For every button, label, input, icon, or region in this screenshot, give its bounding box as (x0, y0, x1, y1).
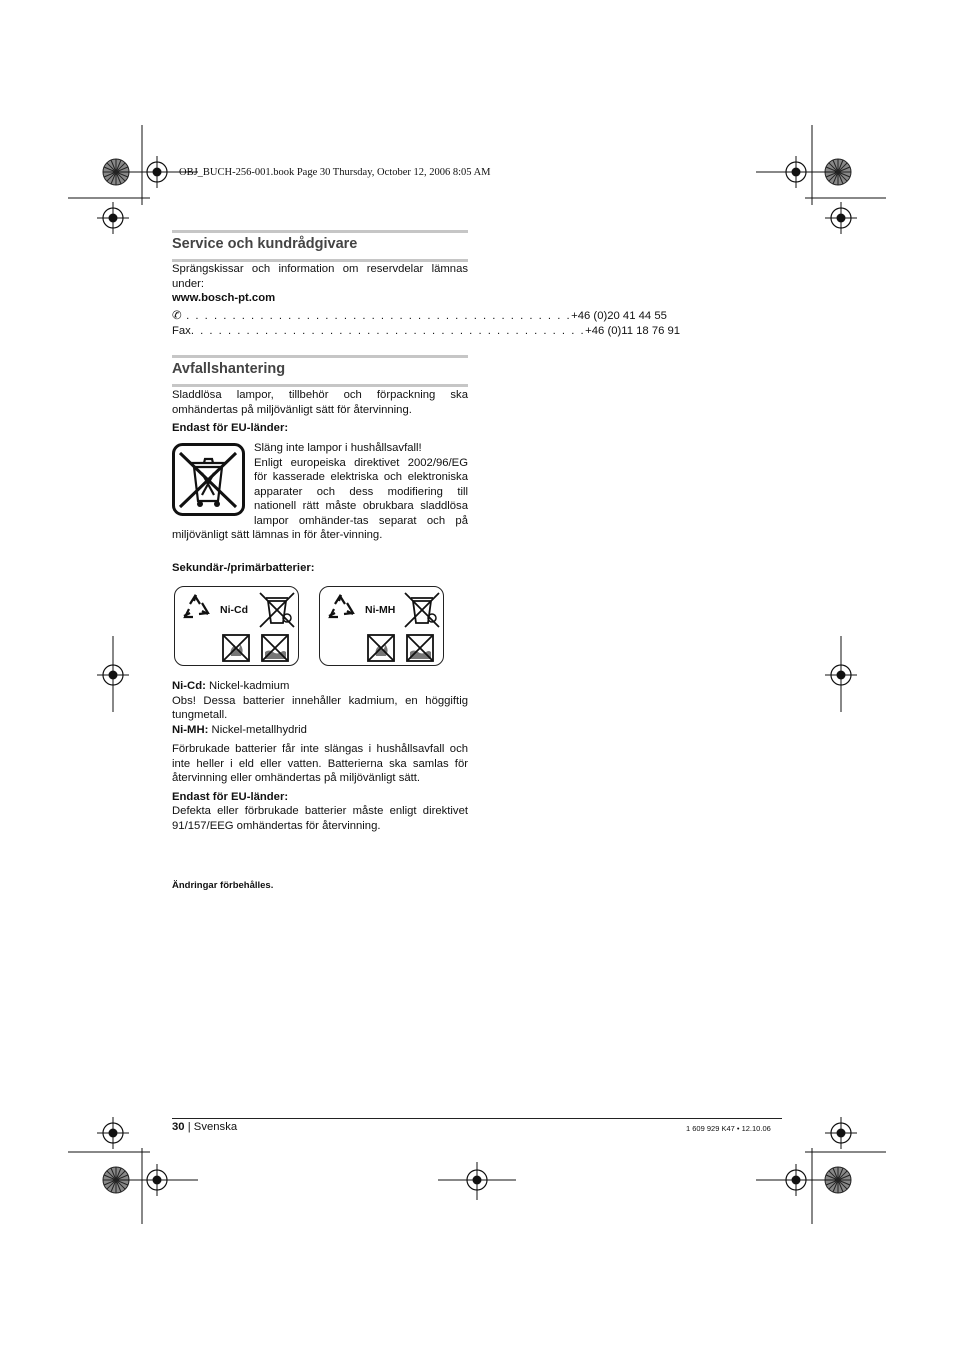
disposal-eu-block (172, 441, 468, 543)
fax-number: +46 (0)11 18 76 91 (585, 324, 681, 337)
disposal-heading: Avfallshantering (172, 361, 286, 377)
no-water-icon (406, 634, 434, 662)
nimh-desc: Nickel-metallhydrid (211, 723, 307, 736)
disposal-eu-heading: Endast för EU-länder: (172, 422, 289, 434)
crossed-bin-icon (402, 590, 442, 630)
nimh-symbol-box (319, 586, 444, 666)
service-heading-bar (172, 230, 468, 262)
battery-eu-text: Defekta eller förbrukade batterier måste enligt direktivet 91/157/EEG omhändertas för återvinning. (172, 805, 468, 832)
recycle-icon (325, 591, 359, 625)
nicd-desc: Nickel-kadmium (209, 680, 290, 692)
phone-number: +46 (0)20 41 44 55 (571, 310, 667, 322)
nicd-warning: Obs! Dessa batterier innehåller kadmium, en höggiftig tungmetall. (172, 694, 468, 721)
nicd-symbol-box (174, 586, 299, 666)
disposal-eu-line1: Släng inte lampor i hushållsavfall! (254, 442, 422, 454)
nimh-label: Ni-MH (365, 604, 396, 616)
changes-note: Ändringar förbehålles. (172, 880, 274, 891)
footer-page-info (172, 1121, 237, 1133)
footer-rule (172, 1118, 782, 1119)
no-fire-icon (367, 634, 395, 662)
leader-dots: . . . . . . . . . . . . . . . . . . . . . . . . . . . . . . . . . . . . . . . . . . . (190, 324, 586, 337)
contact-block (172, 309, 681, 338)
battery-disposal-text: Förbrukade batterier får inte slängas i hushållsavfall och inte heller i eld eller vatten. Batterierna ska samlas för återvinning eller omhändertas på miljövänligt sätt. (172, 743, 468, 784)
service-intro: Sprängskissar och information om reservdelar lämnas under: (172, 263, 468, 290)
fax-row (172, 324, 681, 339)
disposal-heading-bar (172, 355, 468, 387)
page-number: 30 (172, 1121, 185, 1133)
service-heading: Service och kundrådgivare (172, 236, 358, 252)
nicd-term: Ni-Cd: (172, 680, 206, 692)
fax-label: Fax (172, 324, 191, 337)
nicd-definition (172, 679, 468, 694)
crossed-out-wheelie-bin-icon (172, 443, 246, 519)
nicd-label: Ni-Cd (220, 604, 248, 616)
battery-definitions (172, 679, 468, 737)
nimh-definition (172, 723, 468, 738)
phone-row (172, 309, 667, 324)
nimh-term: Ni-MH: (172, 723, 209, 736)
no-water-icon (261, 634, 289, 662)
print-header: OBJ_BUCH-256-001.book Page 30 Thursday, October 12, 2006 8:05 AM (179, 167, 491, 178)
disposal-intro: Sladdlösa lampor, tillbehör och förpackning ska omhändertas på miljövänligt sätt för återvinning. (172, 389, 468, 416)
footer-language: Svenska (193, 1121, 238, 1133)
phone-icon: ✆ (172, 310, 182, 322)
batteries-heading: Sekundär-/primärbatterier: (172, 562, 315, 574)
doc-code: 1 609 929 K47 • 12.10.06 (686, 1124, 771, 1133)
service-website: www.bosch-pt.com (172, 292, 276, 304)
recycle-icon (180, 591, 214, 625)
crossed-bin-icon (257, 590, 297, 630)
no-fire-icon (222, 634, 250, 662)
disposal-eu-text: Enligt europeiska direktivet 2002/96/EG för kasserade elektriska och elektroniska apparater och dess modifiering till nationell rätt måste obrukbara sladdlösa lampor omhänder-tas separat och på miljövänligt sätt lämnas in för åter-vinning. (172, 456, 468, 541)
footer-separator: | (187, 1121, 191, 1133)
battery-eu-heading: Endast för EU-länder: (172, 791, 289, 803)
leader-dots: . . . . . . . . . . . . . . . . . . . . . . . . . . . . . . . . . . . . . . . . . . (181, 310, 572, 322)
